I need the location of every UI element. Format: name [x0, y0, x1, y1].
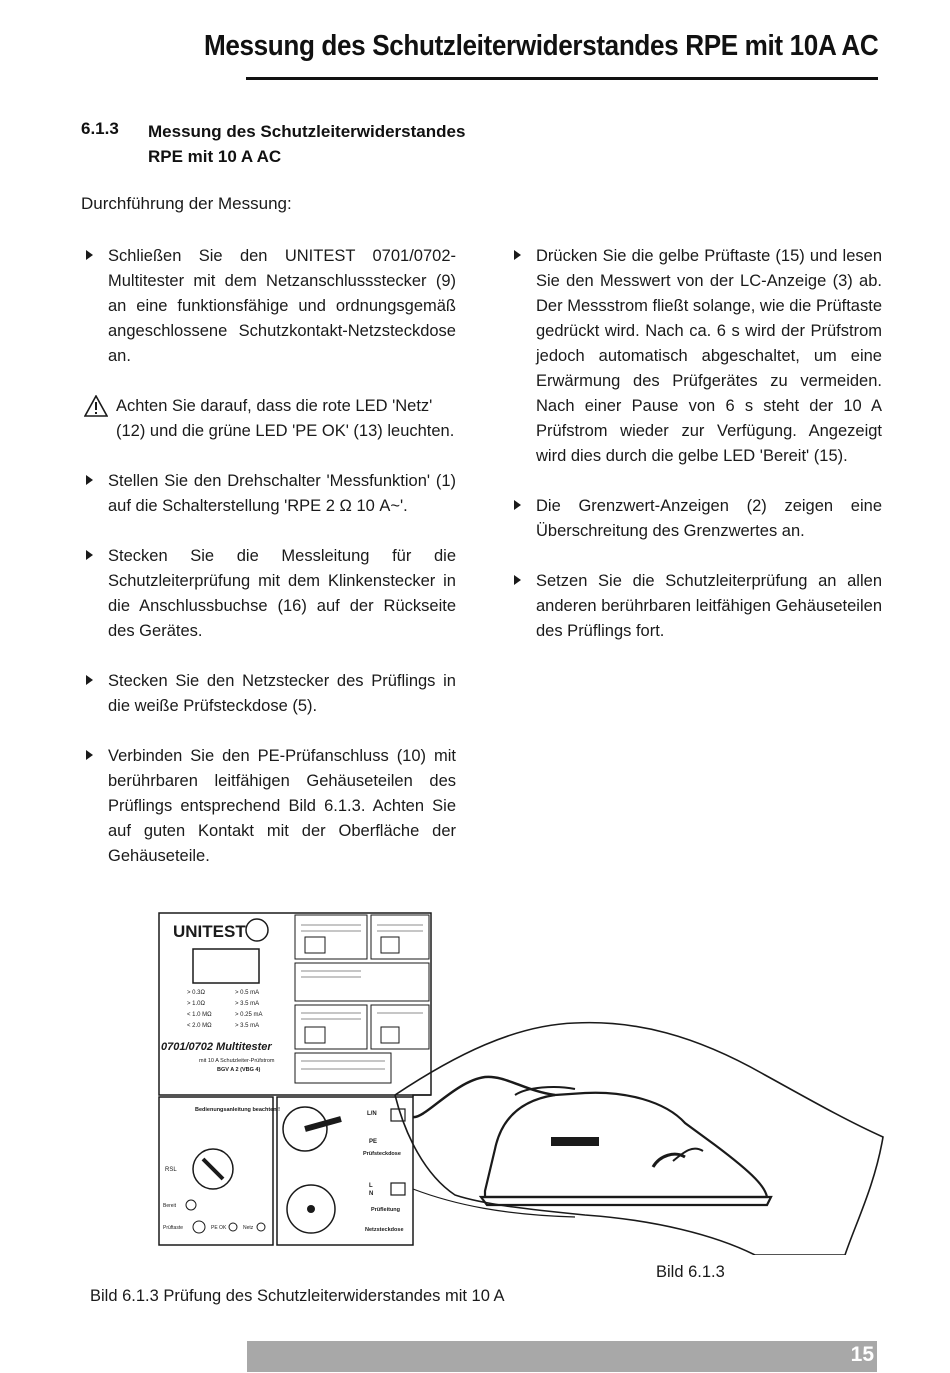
info-block — [371, 1005, 429, 1049]
bullet-arrow-icon — [86, 250, 93, 260]
list-item-text: Die Grenzwert-Anzeigen (2) zeigen eine Überschreitung des Grenzwertes an. — [536, 497, 882, 540]
device-norm: BGV A 2 (VBG 4) — [217, 1067, 261, 1073]
limit-left: > 1.0Ω — [187, 1001, 205, 1007]
section-title-line2: RPE mit 10 A AC — [148, 147, 282, 166]
label-netz: Netz — [243, 1225, 254, 1231]
list-item — [84, 744, 456, 869]
label-netzsteckdose: Netzsteckdose — [365, 1227, 404, 1233]
bullet-arrow-icon — [514, 500, 521, 510]
prueftaste-button — [193, 1221, 205, 1233]
led-netz — [257, 1223, 265, 1231]
brand-logo-icon — [246, 919, 268, 941]
label-prueftaste: Prüftaste — [163, 1225, 184, 1231]
socket-panel — [277, 1097, 413, 1245]
intro-text: Durchführung der Messung: — [81, 194, 292, 213]
test-probe-cable — [413, 1189, 575, 1217]
iron-icon — [481, 1087, 771, 1205]
list-item-text: Setzen Sie die Schutzleiterprüfung an allen anderen berührbaren leitfähigen Gehäuseteilen des Prüflings fort. — [536, 572, 882, 640]
device-brand: UNITEST — [173, 922, 246, 941]
device-model: 0701/0702 Multitester — [161, 1041, 272, 1053]
list-item-text: Schließen Sie den UNITEST 0701/0702-Multitester mit dem Netzanschlussstecker (9) an eine funktionsfähige und ordnungsgemäß angeschlossene Schutzkontakt-Netzsteckdose an. — [108, 247, 456, 365]
test-lead-cable — [413, 1077, 555, 1117]
limit-right: > 0.25 mA — [235, 1012, 263, 1018]
list-item-text: Stecken Sie den Netzstecker des Prüflings in die weiße Prüfsteckdose (5). — [108, 672, 456, 715]
manual-note: Bedienungsanleitung beachten ! — [195, 1107, 280, 1113]
label-pruefleitung: Prüfleitung — [371, 1207, 401, 1213]
footer-bar — [247, 1341, 877, 1372]
limit-right: > 3.5 mA — [235, 1001, 260, 1007]
limit-left: > 0.3Ω — [187, 990, 205, 996]
lc-display — [193, 949, 259, 983]
bullet-arrow-icon — [86, 675, 93, 685]
led-bereit — [186, 1200, 196, 1210]
list-item-text: Verbinden Sie den PE-Prüfanschluss (10) mit berührbaren leitfähigen Gehäuseteilen des Prüflings entsprechend Bild 6.1.3. Achten Sie auf guten Kontakt mit der Oberfläche der Gehäuseteile. — [108, 747, 456, 865]
warning-note — [84, 394, 456, 444]
info-block — [295, 963, 429, 1001]
list-item — [84, 669, 456, 719]
label-bereit: Bereit — [163, 1203, 177, 1209]
rotary-switch-pointer — [203, 1159, 223, 1179]
bullet-arrow-icon — [514, 575, 521, 585]
page-title: Messung des Schutzleiterwiderstandes RPE mit 10A AC — [203, 30, 878, 62]
list-item — [512, 569, 882, 644]
bullet-arrow-icon — [86, 550, 93, 560]
figure-caption: Bild 6.1.3 Prüfung des Schutzleiterwiderstandes mit 10 A — [90, 1287, 505, 1305]
info-block — [295, 1053, 391, 1083]
list-item-text: Drücken Sie die gelbe Prüftaste (15) und lesen Sie den Messwert von der LC-Anzeige (3) ab. Der Messstrom fließt solange, wie die Prüftaste gedrückt wird. Nach ca. 6 s wird der Prüfstrom jedoch automatisch abgeschaltet, um eine Erwärmung des Prüfgerätes zu vermeiden. Nach einer Pause von 6 s steht der 10 A Prüfstrom wieder zur Verfügung. Angezeigt wird dies durch die gelbe LED 'Bereit' (15). — [536, 247, 882, 465]
left-column — [84, 244, 456, 894]
page-number: 15 — [850, 1343, 874, 1366]
label-rsl: RSL — [165, 1167, 177, 1173]
figure-label: Bild 6.1.3 — [656, 1263, 725, 1281]
list-item — [84, 544, 456, 644]
list-item — [512, 244, 882, 469]
section-title-line1: Messung des Schutzleiterwiderstandes — [148, 122, 466, 141]
list-item — [84, 469, 456, 519]
info-block — [371, 915, 429, 959]
list-item — [512, 494, 882, 544]
limit-right: > 3.5 mA — [235, 1023, 260, 1029]
label-ln: L/N — [367, 1111, 377, 1117]
section-title — [148, 119, 478, 169]
list-item-text: Stecken Sie die Messleitung für die Schutzleiterprüfung mit dem Klinkenstecker in die Anschlussbuchse (16) auf der Rückseite des Gerätes. — [108, 547, 456, 640]
limit-left: < 1.0 MΩ — [187, 1012, 212, 1018]
bullet-arrow-icon — [86, 750, 93, 760]
list-item — [84, 244, 456, 369]
bullet-arrow-icon — [514, 250, 521, 260]
bullet-arrow-icon — [86, 475, 93, 485]
device-subtitle: mit 10 A Schutzleiter-Prüfstrom — [199, 1058, 275, 1064]
label-n: N — [369, 1191, 374, 1197]
list-item-text: Stellen Sie den Drehschalter 'Messfunktion' (1) auf die Schalterstellung 'RPE 2 Ω 10 A~'. — [108, 472, 456, 515]
title-rule — [246, 77, 878, 80]
label-pruefsteckdose: Prüfsteckdose — [363, 1151, 401, 1157]
section-number: 6.1.3 — [81, 119, 119, 138]
figure-device-illustration — [155, 905, 895, 1255]
led-pe-ok — [229, 1223, 237, 1231]
cloth-outline — [395, 1023, 883, 1255]
warning-text: Achten Sie darauf, dass die rote LED 'Netz' (12) und die grüne LED 'PE OK' (13) leuchten. — [116, 397, 455, 440]
right-column — [512, 244, 882, 669]
limit-right: > 0.5 mA — [235, 990, 260, 996]
label-peok: PE OK — [211, 1225, 227, 1231]
label-l: L — [369, 1183, 373, 1189]
jack-l-n — [391, 1183, 405, 1195]
warning-triangle-icon — [84, 395, 108, 417]
label-pe: PE — [369, 1139, 378, 1145]
limit-left: < 2.0 MΩ — [187, 1023, 212, 1029]
